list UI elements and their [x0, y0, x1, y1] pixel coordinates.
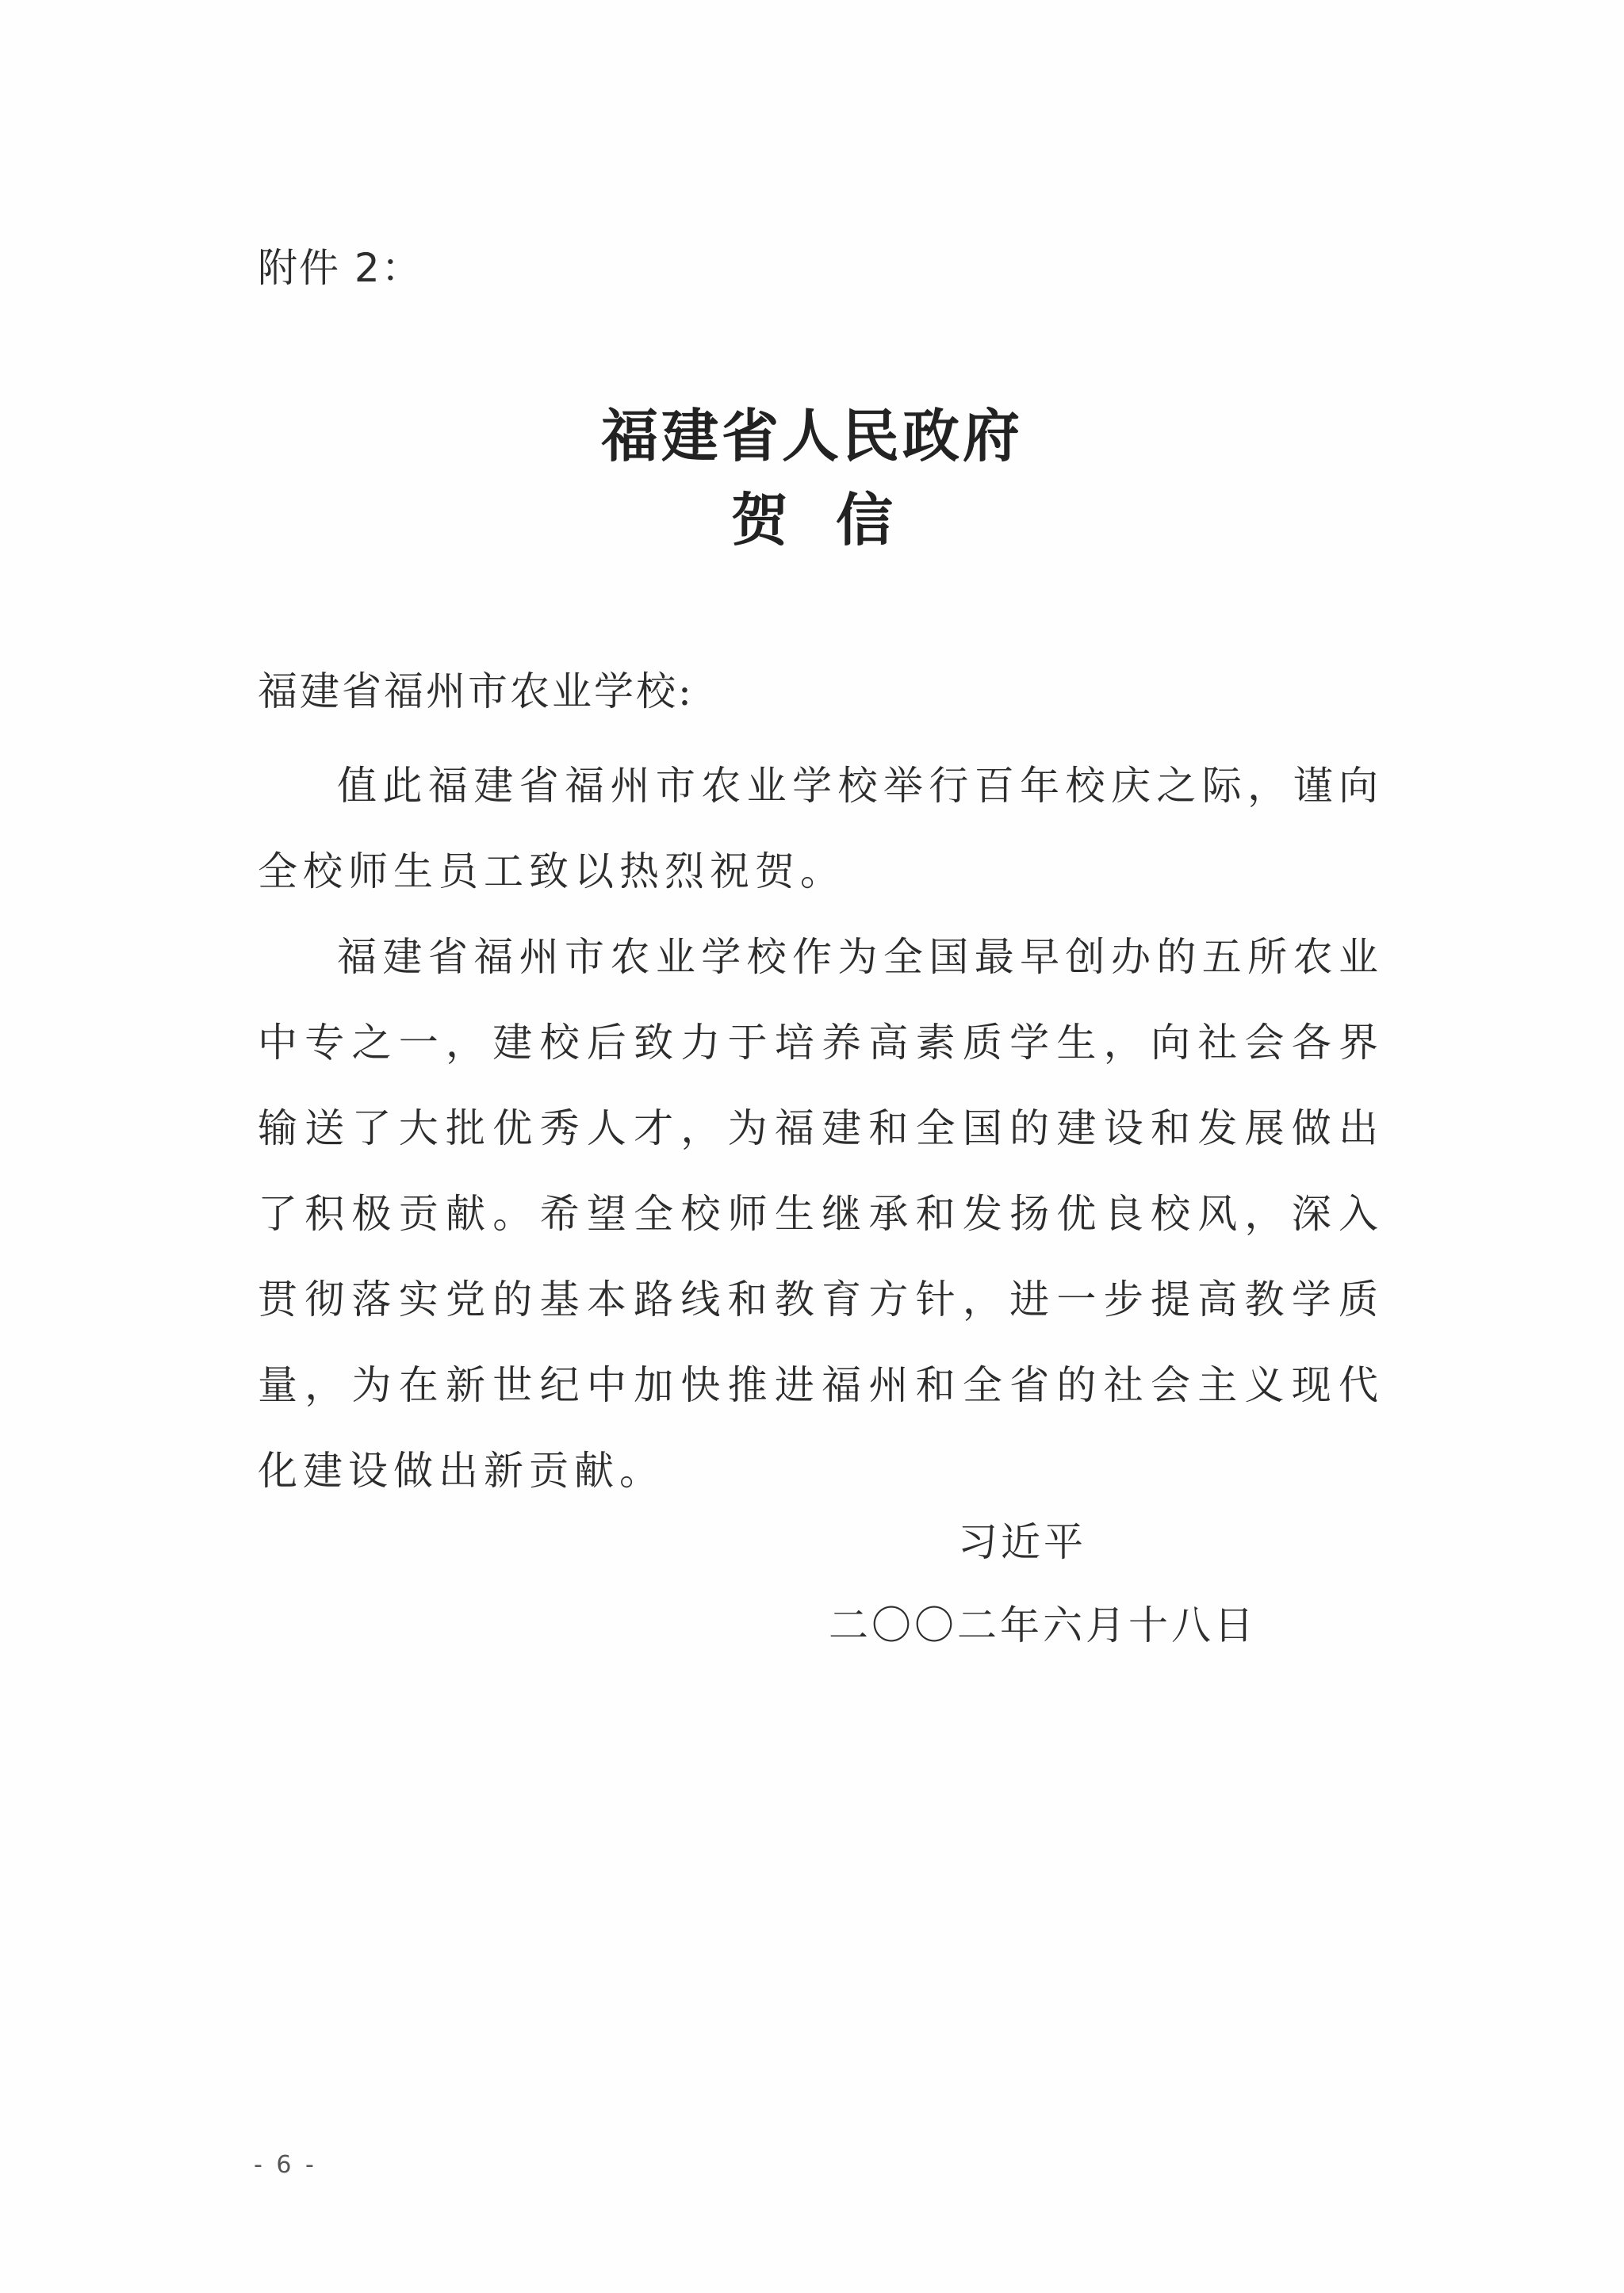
letter-title	[0, 396, 1624, 560]
title-issuer: 福建省人民政府	[600, 403, 1023, 469]
letter-paragraph: 福建省福州市农业学校作为全国最早创办的五所农业中专之一，建校后致力于培养高素质学生，向社会各界输送了大批优秀人才，为福建和全国的建设和发展做出了积极贡献。希望全校师生继承和发扬优良校风，深入贯彻落实党的基本路线和教育方针，进一步提高教学质量，为在新世纪中加快推进福州和全省的社会主义现代化建设做出新贡献。	[258, 934, 1384, 1494]
page-number: - 6 -	[254, 2151, 317, 2179]
attachment-label: 附件 2：	[258, 245, 423, 291]
letter-salutation: 福建省福州市农业学校:	[258, 668, 694, 714]
letter-paragraph: 值此福建省福州市农业学校举行百年校庆之际，谨向全校师生员工致以热烈祝贺。	[258, 763, 1384, 894]
letter-date: 二〇〇二年六月十八日	[829, 1602, 1257, 1648]
letter-body	[258, 743, 1384, 1514]
letter-signature: 习近平	[958, 1519, 1086, 1565]
title-letter-type: 贺信	[730, 487, 940, 553]
